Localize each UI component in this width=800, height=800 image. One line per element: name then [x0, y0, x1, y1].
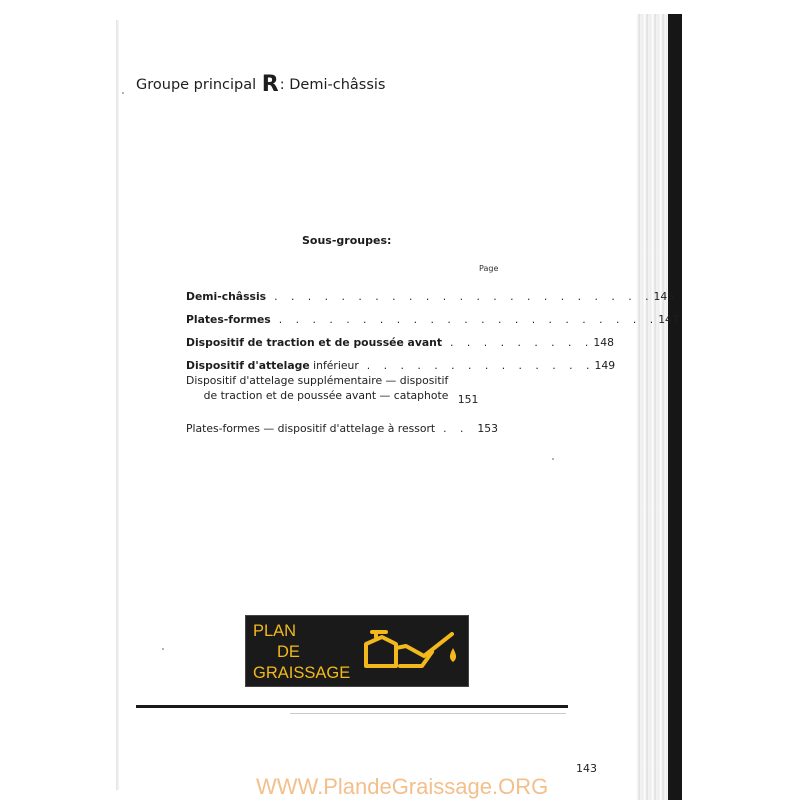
toc-label: Plates-formes [186, 313, 271, 326]
page-title [136, 72, 385, 97]
oil-can-icon [356, 622, 462, 680]
toc-label: Demi-châssis [186, 290, 267, 303]
toc-page-number: 149 [594, 359, 616, 372]
scan-speck [552, 458, 554, 460]
toc-label-line: Dispositif d'attelage supplémentaire — dispositif [186, 374, 449, 387]
footer-rule-thin [290, 713, 566, 714]
logo-text: PLAN DE GRAISSAGE [253, 622, 351, 682]
page-column-heading: Page [479, 264, 499, 273]
title-suffix: : Demi-châssis [279, 77, 386, 93]
watermark: WWW.PlandeGraissage.ORG [256, 774, 549, 799]
toc-leader-dots: . . . . . . . . . . . . . . . . . . . . . . . [278, 313, 659, 326]
toc-page-number: 145 [653, 290, 675, 303]
binding-edge [668, 14, 682, 800]
page-number: 143 [576, 762, 597, 775]
subgroups-heading: Sous-groupes: [302, 234, 392, 247]
toc-row [186, 304, 679, 327]
toc-row [186, 281, 675, 304]
toc-page-number: 153 [477, 422, 498, 435]
toc-row [186, 350, 616, 373]
toc-label-line: de traction et de poussée avant — cataphote [203, 389, 449, 402]
scan-speck [162, 648, 164, 650]
table-of-contents [186, 281, 679, 436]
toc-leader-dots: . . . . . . . . . [450, 336, 594, 349]
title-group-letter: R [261, 72, 279, 97]
toc-row [186, 413, 498, 436]
toc-row [186, 373, 498, 413]
title-prefix: Groupe principal [136, 77, 257, 93]
scan-speck [122, 92, 124, 94]
toc-leader-dots: . . . . . . . . . . . . . . [366, 359, 595, 372]
plan-de-graissage-logo [245, 615, 469, 687]
toc-page-number: 148 [593, 336, 614, 349]
toc-row [186, 327, 614, 350]
toc-leader-dots: . . . . . . . . . . . . . . . . . . . . . . . [274, 290, 654, 303]
toc-label: Plates-formes — dispositif d'attelage à ressort [186, 422, 436, 435]
toc-page-number: 147 [658, 313, 679, 326]
toc-label: Dispositif de traction et de poussée avant [186, 336, 442, 349]
page-left-shadow [116, 20, 119, 790]
footer-rule [136, 705, 568, 708]
page-edge-texture [636, 14, 670, 800]
toc-leader-dots: . . [443, 422, 469, 435]
right-margin [682, 0, 800, 800]
toc-page-number: 151 [457, 393, 479, 406]
toc-label [186, 373, 448, 403]
toc-label: Dispositif d'attelage inférieur [186, 359, 359, 372]
